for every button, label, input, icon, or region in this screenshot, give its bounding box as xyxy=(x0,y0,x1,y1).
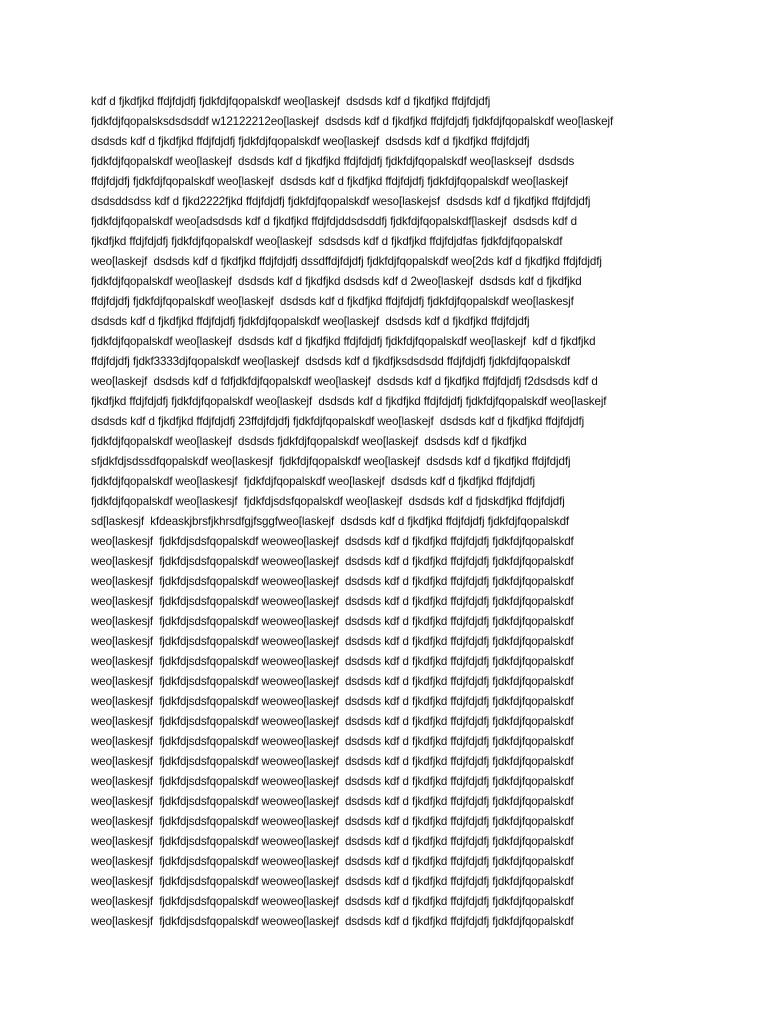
text-line: fjdkfdjfqopalskdf weo[laskejf dsdsds kdf d fjkdfjkd ffdjfdjdfj fjdkfdjfqopalskdf weo[lasksejf dsdsds xyxy=(91,155,575,168)
text-line: weo[laskesjf fjdkfdjsdsfqopalskdf weoweo[laskejf dsdsds kdf d fjkdfjkd ffdjfdjdfj fjdkfdjfqopalskdf xyxy=(91,675,574,688)
text-line: weo[laskesjf fjdkfdjsdsfqopalskdf weoweo[laskejf dsdsds kdf d fjkdfjkd ffdjfdjdfj fjdkfdjfqopalskdf xyxy=(91,795,574,808)
text-line: kdf d fjkdfjkd ffdjfdjdfj fjdkfdjfqopalskdf weo[laskejf dsdsds kdf d fjkdfjkd ffdjfdjdfj xyxy=(91,95,491,108)
text-line: weo[laskejf dsdsds kdf d fjkdfjkd ffdjfdjdfj dssdffdjfdjdfj fjdkfdjfqopalskdf weo[2ds kdf d fjkdfjkd ffdjfdjdfj xyxy=(91,255,602,268)
text-line: weo[laskesjf fjdkfdjsdsfqopalskdf weoweo[laskejf dsdsds kdf d fjkdfjkd ffdjfdjdfj fjdkfdjfqopalskdf xyxy=(91,615,574,628)
text-line: weo[laskesjf fjdkfdjsdsfqopalskdf weoweo[laskejf dsdsds kdf d fjkdfjkd ffdjfdjdfj fjdkfdjfqopalskdf xyxy=(91,855,574,868)
text-line: fjdkfdjfqopalskdf weo[laskejf dsdsds kdf d fjkdfjkd ffdjfdjdfj fjdkfdjfqopalskdf weo[laskejf kdf d fjkdfjkd xyxy=(91,335,596,348)
text-line: weo[laskesjf fjdkfdjsdsfqopalskdf weoweo[laskejf dsdsds kdf d fjkdfjkd ffdjfdjdfj fjdkfdjfqopalskdf xyxy=(91,895,574,908)
text-line: fjdkfdjfqopalskdf weo[laskejf dsdsds kdf d fjkdfjkd dsdsds kdf d 2weo[laskejf dsdsds kdf d fjkdfjkd xyxy=(91,275,582,288)
text-line: weo[laskesjf fjdkfdjsdsfqopalskdf weoweo[laskejf dsdsds kdf d fjkdfjkd ffdjfdjdfj fjdkfdjfqopalskdf xyxy=(91,555,574,568)
text-line: ffdjfdjdfj fjdkf3333djfqopalskdf weo[laskejf dsdsds kdf d fjkdfjksdsdsdd ffdjfdjdfj fjdkfdjfqopalskdf xyxy=(91,355,571,368)
text-line: fjdkfdjfqopalskdf weo[laskesjf fjdkfdjsdsfqopalskdf weo[laskejf dsdsds kdf d fjdskdfjkd ffdjfdjdfj xyxy=(91,495,565,508)
text-line: fjdkfdjfqopalskdf weo[laskesjf fjdkfdjfqopalskdf weo[laskejf dsdsds kdf d fjkdfjkd ffdjfdjdfj xyxy=(91,475,535,488)
text-line: weo[laskesjf fjdkfdjsdsfqopalskdf weoweo[laskejf dsdsds kdf d fjkdfjkd ffdjfdjdfj fjdkfdjfqopalskdf xyxy=(91,695,574,708)
text-line: fjkdfjkd ffdjfdjdfj fjdkfdjfqopalskdf weo[laskejf sdsdsds kdf d fjkdfjkd ffdjfdjdfas fjdkfdjfqopalskdf xyxy=(91,235,563,248)
body-text xyxy=(91,92,691,932)
text-line: weo[laskesjf fjdkfdjsdsfqopalskdf weoweo[laskejf dsdsds kdf d fjkdfjkd ffdjfdjdfj fjdkfdjfqopalskdf xyxy=(91,535,574,548)
text-line: weo[laskejf dsdsds kdf d fdfjdkfdjfqopalskdf weo[laskejf dsdsds kdf d fjkdfjkd ffdjfdjdfj f2dsdsds kdf d xyxy=(91,375,598,388)
text-line: weo[laskesjf fjdkfdjsdsfqopalskdf weoweo[laskejf dsdsds kdf d fjkdfjkd ffdjfdjdfj fjdkfdjfqopalskdf xyxy=(91,915,574,928)
text-line: weo[laskesjf fjdkfdjsdsfqopalskdf weoweo[laskejf dsdsds kdf d fjkdfjkd ffdjfdjdfj fjdkfdjfqopalskdf xyxy=(91,755,574,768)
text-line: weo[laskesjf fjdkfdjsdsfqopalskdf weoweo[laskejf dsdsds kdf d fjkdfjkd ffdjfdjdfj fjdkfdjfqopalskdf xyxy=(91,835,574,848)
text-line: weo[laskesjf fjdkfdjsdsfqopalskdf weoweo[laskejf dsdsds kdf d fjkdfjkd ffdjfdjdfj fjdkfdjfqopalskdf xyxy=(91,775,574,788)
text-line: weo[laskesjf fjdkfdjsdsfqopalskdf weoweo[laskejf dsdsds kdf d fjkdfjkd ffdjfdjdfj fjdkfdjfqopalskdf xyxy=(91,575,574,588)
text-line: fjdkfdjfqopalskdf weo[adsdsds kdf d fjkdfjkd ffdjfdjddsdsddfj fjdkfdjfqopalskdf[laskejf dsdsds kdf d xyxy=(91,215,577,228)
text-line: weo[laskesjf fjdkfdjsdsfqopalskdf weoweo[laskejf dsdsds kdf d fjkdfjkd ffdjfdjdfj fjdkfdjfqopalskdf xyxy=(91,635,574,648)
text-line: fjkdfjkd ffdjfdjdfj fjdkfdjfqopalskdf weo[laskejf dsdsds kdf d fjkdfjkd ffdjfdjdfj fjdkfdjfqopalskdf weo[laskejf xyxy=(91,395,607,408)
text-line: dsdsddsdss kdf d fjkd2222fjkd ffdjfdjdfj fjdkfdjfqopalskdf weso[laskejsf dsdsds kdf d fjkdfjkd ffdjfdjdfj xyxy=(91,195,591,208)
text-line: dsdsds kdf d fjkdfjkd ffdjfdjdfj 23ffdjfdjdfj fjdkfdjfqopalskdf weo[laskejf dsdsds kdf d fjkdfjkd ffdjfdjdfj xyxy=(91,415,585,428)
text-line: ffdjfdjdfj fjdkfdjfqopalskdf weo[laskejf dsdsds kdf d fjkdfjkd ffdjfdjdfj fjdkfdjfqopalskdf weo[laskejf xyxy=(91,175,569,188)
text-line: weo[laskesjf fjdkfdjsdsfqopalskdf weoweo[laskejf dsdsds kdf d fjkdfjkd ffdjfdjdfj fjdkfdjfqopalskdf xyxy=(91,655,574,668)
text-line: sfjdkfdjsdssdfqopalskdf weo[laskesjf fjdkfdjfqopalskdf weo[laskejf dsdsds kdf d fjkdfjkd ffdjfdjdfj xyxy=(91,455,571,468)
text-line: dsdsds kdf d fjkdfjkd ffdjfdjdfj fjdkfdjfqopalskdf weo[laskejf dsdsds kdf d fjkdfjkd ffdjfdjdfj xyxy=(91,135,530,148)
text-line: ffdjfdjdfj fjdkfdjfqopalskdf weo[laskejf dsdsds kdf d fjkdfjkd ffdjfdjdfj fjdkfdjfqopalskdf weo[laskesjf xyxy=(91,295,574,308)
text-line: weo[laskesjf fjdkfdjsdsfqopalskdf weoweo[laskejf dsdsds kdf d fjkdfjkd ffdjfdjdfj fjdkfdjfqopalskdf xyxy=(91,875,574,888)
text-line: weo[laskesjf fjdkfdjsdsfqopalskdf weoweo[laskejf dsdsds kdf d fjkdfjkd ffdjfdjdfj fjdkfdjfqopalskdf xyxy=(91,715,574,728)
text-line: weo[laskesjf fjdkfdjsdsfqopalskdf weoweo[laskejf dsdsds kdf d fjkdfjkd ffdjfdjdfj fjdkfdjfqopalskdf xyxy=(91,815,574,828)
text-line: dsdsds kdf d fjkdfjkd ffdjfdjdfj fjdkfdjfqopalskdf weo[laskejf dsdsds kdf d fjkdfjkd ffdjfdjdfj xyxy=(91,315,530,328)
text-line: weo[laskesjf fjdkfdjsdsfqopalskdf weoweo[laskejf dsdsds kdf d fjkdfjkd ffdjfdjdfj fjdkfdjfqopalskdf xyxy=(91,595,574,608)
text-line: fjdkfdjfqopalskdf weo[laskejf dsdsds fjdkfdjfqopalskdf weo[laskejf dsdsds kdf d fjkdfjkd xyxy=(91,435,527,448)
text-line: fjdkfdjfqopalsksdsdsddf w12122212eo[laskejf dsdsds kdf d fjkdfjkd ffdjfdjdfj fjdkfdjfqopalskdf weo[laskejf xyxy=(91,115,614,128)
text-line: sd[laskesjf kfdeaskjbrsfjkhrsdfgjfsggfweo[laskejf dsdsds kdf d fjkdfjkd ffdjfdjdfj fjdkfdjfqopalskdf xyxy=(91,515,570,528)
text-line: weo[laskesjf fjdkfdjsdsfqopalskdf weoweo[laskejf dsdsds kdf d fjkdfjkd ffdjfdjdfj fjdkfdjfqopalskdf xyxy=(91,735,574,748)
